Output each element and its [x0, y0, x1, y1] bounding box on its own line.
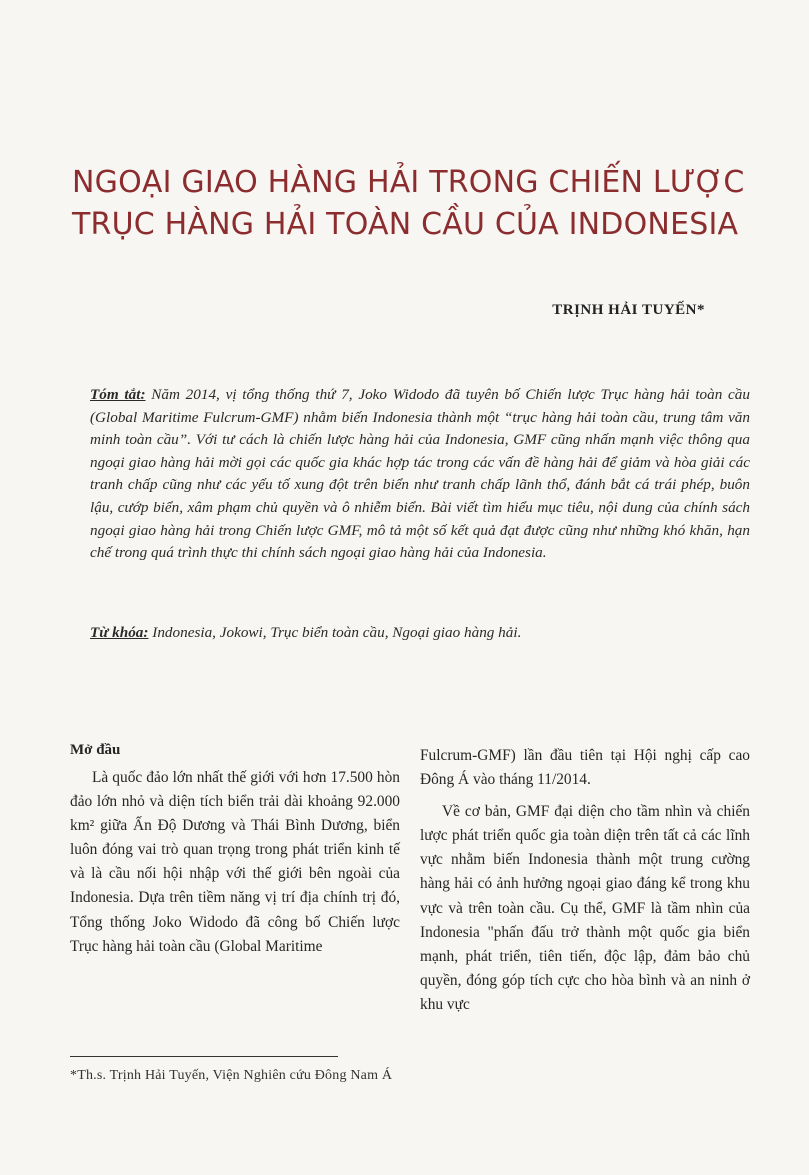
body-paragraph: Là quốc đảo lớn nhất thế giới với hơn 17.500 hòn đảo lớn nhỏ và diện tích biển trải dài khoảng 92.000 km² giữa Ấn Độ Dương và Thái Bình Dương, biển luôn đóng vai trò quan trọng trong phát triển kinh tế và là cầu nối hội nhập với thế giới bên ngoài của Indonesia. Dựa trên tiềm năng vị trí địa chính trị đó, Tổng thống Joko Widodo đã công bố Chiến lược Trục hàng hải toàn cầu (Global Maritime [70, 769, 400, 955]
abstract-text: Năm 2014, vị tổng thống thứ 7, Joko Widodo đã tuyên bố Chiến lược Trục hàng hải toàn cầu (Global Maritime Fulcrum-GMF) nhằm biến Indonesia thành một “trục hàng hải toàn cầu, trung tâm văn minh toàn cầu”. Với tư cách là chiến lược hàng hải của Indonesia, GMF cũng nhấn mạnh việc thông qua ngoại giao hàng hải mời gọi các quốc gia khác hợp tác trong các vấn đề hàng hải để giảm và hòa giải các tranh chấp cũng như các yếu tố xung đột trên biển như tranh chấp lãnh thổ, đánh bắt cá trái phép, buôn lậu, cướp biển, xâm phạm chủ quyền và ô nhiễm biển. Bài viết tìm hiểu mục tiêu, nội dung của chính sách ngoại giao hàng hải trong Chiến lược GMF, mô tả một số kết quả đạt được cũng như những khó khăn, hạn chế trong quá trình thực thi chính sách ngoại giao hàng hải của Indonesia. [90, 386, 750, 562]
title-line-1: NGOẠI GIAO HÀNG HẢI TRONG CHIẾN LƯỢC [72, 165, 745, 200]
footnote-divider [70, 1056, 338, 1057]
abstract-label: Tóm tắt: [90, 386, 146, 403]
keywords-text: Indonesia, Jokowi, Trục biển toàn cầu, Ngoại giao hàng hải. [148, 624, 522, 641]
keywords-label: Từ khóa: [90, 624, 149, 641]
article-title [72, 162, 772, 246]
title-line-2: TRỤC HÀNG HẢI TOÀN CẦU CỦA INDONESIA [72, 207, 739, 242]
section-heading: Mở đầu [70, 742, 121, 758]
body-paragraph-continued: Fulcrum-GMF) lần đầu tiên tại Hội nghị cấp cao Đông Á vào tháng 11/2014. [420, 747, 750, 789]
footnote: *Th.s. Trịnh Hải Tuyến, Viện Nghiên cứu Đông Nam Á [70, 1068, 393, 1083]
abstract [90, 384, 750, 565]
body-column-right [420, 744, 750, 1017]
body-column-left [70, 740, 400, 959]
body-paragraph: Về cơ bản, GMF đại diện cho tầm nhìn và chiến lược phát triển quốc gia toàn diện trên tất cả các lĩnh vực nhằm biến Indonesia thành một trung cường hàng hải có ảnh hưởng ngoại giao đáng kể trong khu vực và trên toàn cầu. Cụ thể, GMF là tầm nhìn của Indonesia "phấn đấu trở thành một quốc gia biển mạnh, phát triển, tiên tiến, độc lập, đảm bảo chủ quyền, đóng góp tích cực cho hòa bình và an ninh ở khu vực [420, 803, 750, 1013]
author-name: TRỊNH HẢI TUYẾN* [552, 302, 705, 318]
keywords [90, 622, 750, 644]
